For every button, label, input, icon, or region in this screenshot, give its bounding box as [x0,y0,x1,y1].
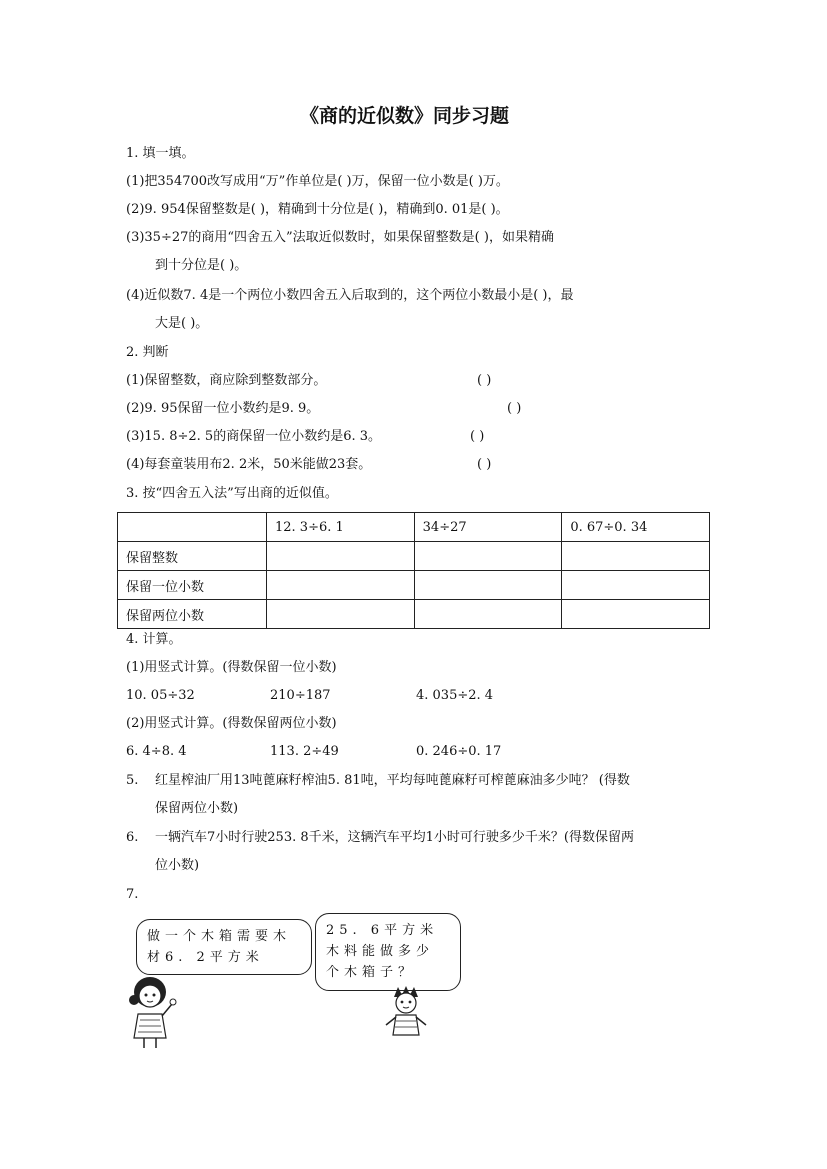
q2-item-3: (3)15. 8÷2. 5的商保留一位小数约是6. 3。 [126,429,381,444]
q7-number: 7. [126,887,139,902]
page-title: 《商的近似数》同步习题 [300,105,510,127]
q4-part2-expr-1: 6. 4÷8. 4 [126,744,187,759]
answer-cell[interactable] [414,542,562,571]
q6-text-line2: 位小数) [155,858,200,873]
answer-cell[interactable] [267,542,415,571]
q4-part2-label: (2)用竖式计算。(得数保留两位小数) [126,716,337,731]
q2-item-3-mark: ( ) [470,429,485,444]
girl-illustration-icon [120,970,190,1050]
q3-heading: 3. 按“四舍五入法”写出商的近似值。 [126,486,338,501]
q4-part1-expr-3: 4. 035÷2. 4 [416,688,494,703]
q6-number: 6. [126,830,139,845]
table-row [118,600,710,629]
speech-bubble-left [136,919,312,975]
q1-item-3-line2: 到十分位是( )。 [155,258,248,273]
answer-cell[interactable] [267,600,415,629]
q2-item-2-mark: ( ) [507,401,522,416]
answer-cell[interactable] [562,600,710,629]
q5-number: 5. [126,773,139,788]
q1-heading: 1. 填一填。 [126,146,195,161]
row-label: 保留一位小数 [118,571,267,600]
q1-item-3-line1: (3)35÷27的商用“四舍五入”法取近似数时，如果保留整数是( )，如果精确 [126,230,554,245]
speech-bubble-right-text: 25. 6平方米木料能做多少个木箱子？ [326,923,439,980]
table-header-cell: 34÷27 [414,513,562,542]
answer-cell[interactable] [414,571,562,600]
q1-item-4-line1: (4)近似数7. 4是一个两位小数四舍五入后取到的，这个两位小数最小是( )，最 [126,288,574,303]
answer-cell[interactable] [414,600,562,629]
q5-text-line2: 保留两位小数) [155,801,239,816]
q4-part1-label: (1)用竖式计算。(得数保留一位小数) [126,660,337,675]
q4-part1-expr-1: 10. 05÷32 [126,688,195,703]
q2-item-4-mark: ( ) [477,457,492,472]
boy-illustration-icon [376,985,436,1040]
speech-bubble-right [315,913,461,991]
q2-heading: 2. 判断 [126,345,169,360]
q1-item-4-line2: 大是( )。 [155,316,209,331]
q4-part2-expr-2: 113. 2÷49 [270,744,339,759]
q4-part2-expr-3: 0. 246÷0. 17 [416,744,502,759]
table-header-cell: 0. 67÷0. 34 [562,513,710,542]
table-header-row [118,513,710,542]
speech-bubble-left-text: 做一个木箱需要木材6. 2平方米 [147,929,292,965]
q4-part1-expr-2: 210÷187 [270,688,331,703]
q4-heading: 4. 计算。 [126,632,182,647]
q2-item-1: (1)保留整数，商应除到整数部分。 [126,373,327,388]
approximation-table [117,512,710,629]
q1-item-1: (1)把354700改写成用“万”作单位是( )万，保留一位小数是( )万。 [126,174,509,189]
table-header-cell: 12. 3÷6. 1 [267,513,415,542]
row-label: 保留两位小数 [118,600,267,629]
row-label: 保留整数 [118,542,267,571]
answer-cell[interactable] [267,571,415,600]
table-row [118,571,710,600]
q5-text-line1: 红星榨油厂用13吨蓖麻籽榨油5. 81吨，平均每吨蓖麻籽可榨蓖麻油多少吨？ (得数 [155,773,630,788]
q6-text-line1: 一辆汽车7小时行驶253. 8千米，这辆汽车平均1小时可行驶多少千米？(得数保留两 [155,830,634,845]
answer-cell[interactable] [562,542,710,571]
q2-item-1-mark: ( ) [477,373,492,388]
table-row [118,542,710,571]
answer-cell[interactable] [562,571,710,600]
table-header-cell [118,513,267,542]
q2-item-2: (2)9. 95保留一位小数约是9. 9。 [126,401,320,416]
q1-item-2: (2)9. 954保留整数是( )，精确到十分位是( )，精确到0. 01是( )。 [126,202,509,217]
q2-item-4: (4)每套童装用布2. 2米，50米能做23套。 [126,457,372,472]
